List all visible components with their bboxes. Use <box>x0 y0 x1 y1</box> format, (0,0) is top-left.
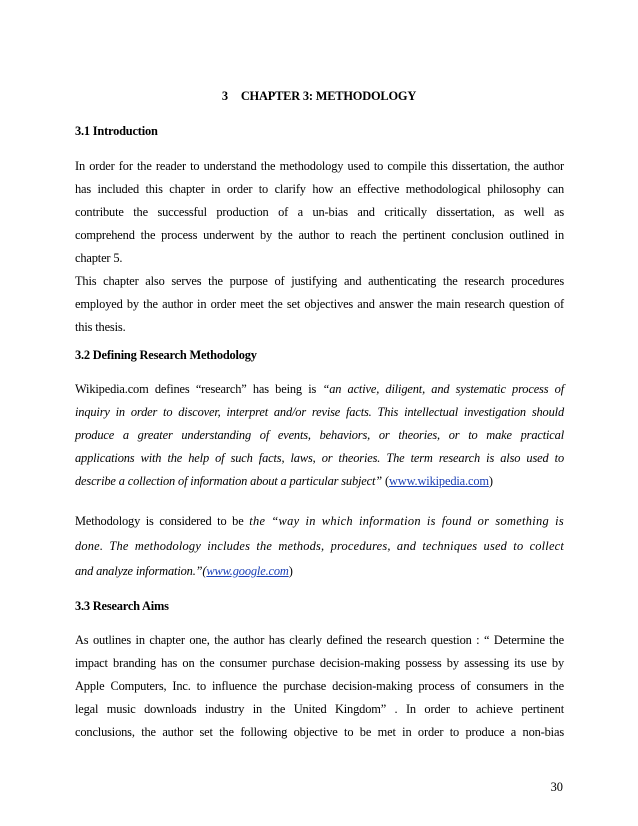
paren-close: ) <box>488 474 493 488</box>
text-line: legal music downloads industry in the United Kingdom” . In order to achieve pertinent <box>75 702 564 716</box>
chapter-title <box>0 89 638 104</box>
text-line <box>75 535 564 560</box>
methodology-lead-text: Methodology is considered to be <box>75 514 250 528</box>
text-line: impact branding has on the consumer purchase decision-making possess by assessing its use by <box>75 656 564 670</box>
quote-text: and analyze information.”( <box>75 564 207 578</box>
text-line: This chapter also serves the purpose of justifying and authenticating the research procedures <box>75 274 564 288</box>
research-aims-paragraph <box>75 629 564 744</box>
wikipedia-lead-text: Wikipedia.com defines “research” has being is <box>75 382 323 396</box>
text-line <box>75 378 564 401</box>
introduction-paragraph <box>75 155 564 339</box>
wikipedia-definition-paragraph <box>75 378 564 493</box>
text-line <box>75 470 564 493</box>
quote-text: produce a greater understanding of events, behaviors, or theories, or to make practical <box>75 428 564 442</box>
text-line: employed by the author in order meet the set objectives and answer the main research question of <box>75 297 564 311</box>
text-line: has included this chapter in order to clarify how an effective methodological philosophy can <box>75 182 564 196</box>
paren-close: ) <box>288 564 293 578</box>
chapter-number: 3 <box>221 89 228 103</box>
text-line: In order for the reader to understand the methodology used to compile this dissertation, the author <box>75 159 564 173</box>
text-line: chapter 5. <box>75 251 123 265</box>
text-line: Apple Computers, Inc. to influence the purchase decision-making process of consumers in the <box>75 679 564 693</box>
text-line: conclusions, the author set the following objective to be met in order to produce a non-bias <box>75 725 564 739</box>
quote-text: inquiry in order to discover, interpret and/or revise facts. This intellectual investigation should <box>75 405 564 419</box>
wikipedia-link[interactable]: www.wikipedia.com <box>388 474 489 488</box>
text-line: As outlines in chapter one, the author has clearly defined the research question : “ Determine the <box>75 633 564 647</box>
section-heading-defining-research-methodology: 3.2 Defining Research Methodology <box>75 348 257 362</box>
text-line <box>75 401 564 424</box>
quote-text: describe a collection of information about a particular subject” <box>75 474 383 488</box>
quote-text: the “way in which information is found or something is <box>249 514 564 528</box>
paren-open: ( <box>382 474 389 488</box>
text-line: this thesis. <box>75 320 126 334</box>
quote-text: applications with the help of such facts, laws, or theories. The term research is also used to <box>75 451 564 465</box>
section-heading-research-aims: 3.3 Research Aims <box>75 599 169 613</box>
quote-text: “an active, diligent, and systematic process of <box>322 382 564 396</box>
text-line <box>75 560 564 583</box>
text-line <box>75 424 564 447</box>
google-link[interactable]: www.google.com <box>206 564 289 578</box>
quote-text: done. The methodology includes the methods, procedures, and techniques used to collect <box>75 539 564 553</box>
text-line: comprehend the process underwent by the author to reach the pertinent conclusion outlined in <box>75 228 564 242</box>
chapter-heading: CHAPTER 3: METHODOLOGY <box>240 89 417 103</box>
text-line <box>75 510 564 535</box>
methodology-definition-paragraph <box>75 510 564 583</box>
text-line <box>75 447 564 470</box>
page-number: 30 <box>550 780 563 794</box>
text-line: contribute the successful production of a un-bias and critically dissertation, as well as <box>75 205 564 219</box>
section-heading-introduction: 3.1 Introduction <box>75 124 158 138</box>
